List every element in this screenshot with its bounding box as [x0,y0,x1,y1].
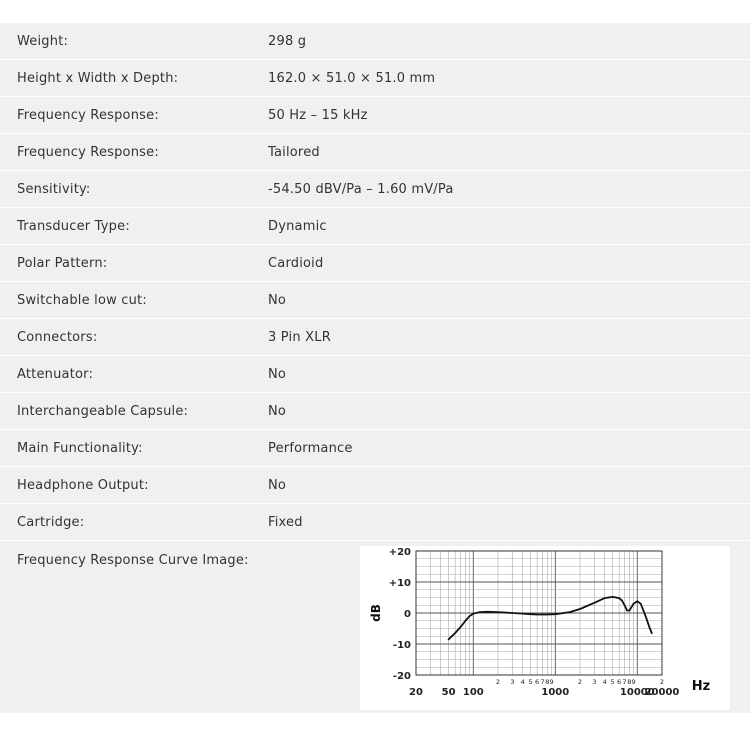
y-tick-label: 0 [404,609,411,620]
x-minor-tick-label: 4 [520,678,525,686]
spec-label: Sensitivity: [17,181,91,197]
spec-row-switchable-low-cut [0,282,750,319]
spec-row-weight [0,23,750,60]
x-minor-tick-label: 2 [577,678,583,686]
spec-value: 3 Pin XLR [268,329,331,345]
spec-row-polar-pattern [0,245,750,282]
spec-row-transducer-type [0,208,750,245]
x-minor-tick-label: 2 [659,678,665,686]
spec-label: Frequency Response: [17,107,159,123]
x-tick-label: 50 [441,687,456,698]
spec-value: Tailored [268,144,320,160]
spec-row-frequency-curve [0,541,750,713]
spec-value: Dynamic [268,218,327,234]
spec-label: Height x Width x Depth: [17,70,179,86]
y-tick-label: -20 [392,671,411,682]
x-minor-tick-label: 9 [549,678,554,686]
spec-row-sensitivity [0,171,750,208]
spec-row-interchangeable-capsule [0,393,750,430]
spec-value: 162.0 × 51.0 × 51.0 mm [268,70,436,86]
spec-value: No [268,403,287,419]
spec-label: Attenuator: [17,366,94,382]
chart-grid [416,551,662,675]
spec-value: No [268,477,287,493]
frequency-response-svg [360,546,730,710]
bottom-spacer [0,713,750,719]
x-minor-tick-label: 2 [495,678,501,686]
x-minor-tick-label: 6 [535,678,540,686]
spec-value: 50 Hz – 15 kHz [268,107,368,123]
top-spacer [0,0,750,23]
spec-label: Main Functionality: [17,440,143,456]
x-minor-tick-label: 3 [592,678,597,686]
x-minor-tick-label: 8 [627,678,632,686]
y-tick-label: -10 [392,640,411,651]
x-tick-label: 20 [409,687,423,698]
y-tick-label: +10 [388,578,411,589]
spec-value: No [268,366,287,382]
spec-label: Frequency Response: [17,144,159,160]
series-line [449,597,652,640]
spec-row-dimensions [0,60,750,97]
spec-label: Frequency Response Curve Image: [17,553,249,568]
spec-label: Polar Pattern: [17,255,108,271]
spec-label: Headphone Output: [17,477,149,493]
spec-row-frequency-response-type [0,134,750,171]
x-minor-tick-label: 5 [528,678,533,686]
spec-table [0,23,750,713]
spec-row-frequency-response [0,97,750,134]
x-minor-tick-label: 8 [545,678,550,686]
x-tick-label: 20000 [644,687,680,698]
x-minor-tick-label: 7 [622,678,627,686]
spec-value: 298 g [268,33,307,49]
spec-row-connectors [0,319,750,356]
spec-value: No [268,292,287,308]
spec-row-headphone-output [0,467,750,504]
y-tick-label: +20 [388,547,411,558]
spec-label: Connectors: [17,329,98,345]
spec-value: Fixed [268,514,303,530]
x-minor-tick-label: 3 [510,678,515,686]
x-minor-tick-label: 6 [617,678,622,686]
y-axis-label: dB [369,604,383,622]
spec-value: Performance [268,440,353,456]
spec-label: Transducer Type: [17,218,130,234]
x-tick-label: 1000 [541,687,570,698]
frequency-response-chart [360,546,730,710]
spec-label: Interchangeable Capsule: [17,403,189,419]
spec-value: -54.50 dBV/Pa – 1.60 mV/Pa [268,181,454,197]
x-tick-label: 10000 [619,687,655,698]
chart-series [449,597,652,640]
x-minor-tick-label: 4 [602,678,607,686]
spec-row-cartridge [0,504,750,541]
x-tick-label: 100 [462,687,484,698]
x-axis-label: Hz [691,679,711,694]
spec-label: Switchable low cut: [17,292,147,308]
spec-label: Cartridge: [17,514,85,530]
spec-label: Weight: [17,33,69,49]
spec-row-main-functionality [0,430,750,467]
x-minor-tick-label: 7 [540,678,545,686]
spec-row-attenuator [0,356,750,393]
spec-value: Cardioid [268,255,324,271]
x-minor-tick-label: 5 [610,678,615,686]
x-minor-tick-label: 9 [631,678,636,686]
